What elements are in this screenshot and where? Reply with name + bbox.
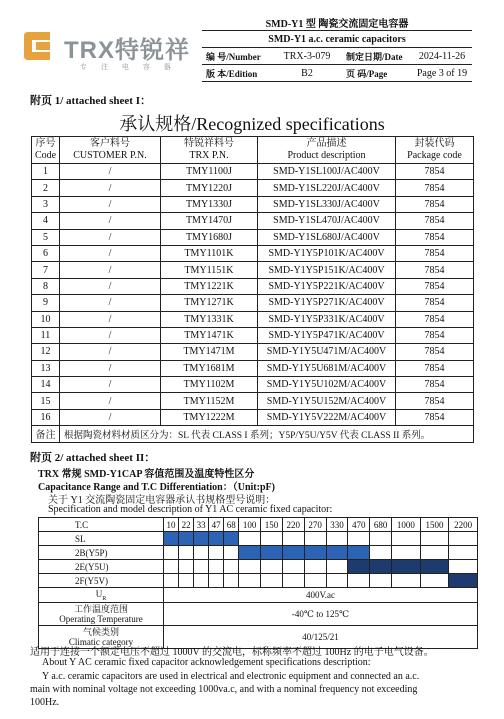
tc-range-cell-filled [304,546,326,560]
capacitance-value: 2200 [449,518,478,532]
tc-range-cell-filled [194,532,209,546]
header-number-row [202,48,472,65]
cell-customer-pn: / [60,377,161,393]
edition-value: B2 [272,65,342,82]
note-label: 备注 [32,426,60,442]
page-label: 页 码/Page [342,65,412,82]
tc-row [39,532,478,546]
tc-range-cell-empty [348,532,370,546]
tc-range-cell-filled [164,532,179,546]
tc-range-cell-empty [224,546,239,560]
capacitance-value: 150 [261,518,283,532]
cell-customer-pn: / [60,295,161,311]
tc-range-cell-empty [326,560,348,574]
cell-trx-pn: TMY1330J [161,196,258,212]
table-row [32,278,474,294]
cell-trx-pn: TMY1470J [161,213,258,229]
cell-trx-pn: TMY1152M [161,393,258,409]
logo-tagline: 专 注 电 容 器 [80,64,177,71]
header-title-row [202,31,472,48]
tc-range-cell-empty [370,546,392,560]
cell-package-code: 7854 [396,344,474,360]
col-header-package-code: 封装代码 Package code [396,137,474,164]
date-value: 2024-11-26 [412,48,472,65]
cell-product-description: SMD-Y1Y5P331K/AC400V [258,311,396,327]
cell-product-description: SMD-Y1Y5P221K/AC400V [258,278,396,294]
tc-range-cell-empty [392,546,421,560]
table-row [32,229,474,245]
cell-package-code: 7854 [396,213,474,229]
tc-range-cell-empty [420,532,449,546]
spec-description-en: Specification and model description of Y1 AC ceramic fixed capacitor: [48,504,333,515]
spec-description-cn: 关于 Y1 交流陶瓷固定电容器承认书规格型号说明： [48,495,276,506]
spec-note-row [32,426,474,442]
cell-package-code: 7854 [396,377,474,393]
tc-row [39,546,478,560]
capacitance-value: 220 [282,518,304,532]
tc-range-cell-empty [209,546,224,560]
cell-trx-pn: TMY1471M [161,344,258,360]
table-row [32,327,474,343]
table-row [32,409,474,425]
header-title-en: SMD-Y1 a.c. ceramic capacitors [202,31,472,48]
capacitance-header-row [39,518,478,532]
application-note-cn: 适用于连接一个额定电压不超过 1000V 的交流电，标称频率不超过 100Hz 的电子电气设备。 [30,647,434,658]
cell-customer-pn: / [60,327,161,343]
tc-range-cell-empty [261,532,283,546]
cell-code: 13 [32,360,60,376]
cell-trx-pn: TMY1101K [161,245,258,261]
cell-product-description: SMD-Y1Y5U152M/AC400V [258,393,396,409]
cell-package-code: 7854 [396,409,474,425]
tc-range-cell-empty [209,574,224,588]
tc-range-cell-empty [164,546,179,560]
document-header-table [202,14,472,82]
col-header-product-description: 产品描述 Product description [258,137,396,164]
capacitance-tc-body [39,518,478,588]
climatic-category-label: 气候类别 Climatic category [39,626,164,649]
cell-product-description: SMD-Y1Y5U102M/AC400V [258,377,396,393]
tc-range-cell-empty [194,546,209,560]
capacitance-value: 470 [348,518,370,532]
capacitance-value: 100 [239,518,261,532]
cell-customer-pn: / [60,164,161,180]
capacitance-value: 330 [326,518,348,532]
tc-range-cell-empty [304,532,326,546]
tc-range-cell-filled [420,560,449,574]
cell-code: 5 [32,229,60,245]
cell-package-code: 7854 [396,180,474,196]
capacitance-value: 270 [304,518,326,532]
tc-range-cell-empty [194,560,209,574]
recognized-spec-table [31,136,474,443]
cell-product-description: SMD-Y1SL330J/AC400V [258,196,396,212]
cell-code: 4 [32,213,60,229]
cell-trx-pn: TMY1331K [161,311,258,327]
application-note-en-line2: main with nominal voltage not exceeding 1000va.c, and with a nominal frequency not exceeding [30,684,418,695]
table-row [32,180,474,196]
number-value: TRX-3-079 [272,48,342,65]
cell-package-code: 7854 [396,327,474,343]
capacitance-value: 1500 [420,518,449,532]
cell-product-description: SMD-Y1Y5P271K/AC400V [258,295,396,311]
cell-package-code: 7854 [396,278,474,294]
tc-range-cell-filled [209,532,224,546]
rated-voltage-value: 400V.ac [164,588,478,603]
tc-range-cell-filled [224,532,239,546]
tc-range-cell-empty [370,574,392,588]
table-row [32,262,474,278]
table-row [32,311,474,327]
tc-range-cell-empty [304,560,326,574]
cell-code: 8 [32,278,60,294]
cell-code: 14 [32,377,60,393]
capacitance-value: 47 [209,518,224,532]
table-row [32,344,474,360]
number-label: 编 号/Number [202,48,272,65]
cell-trx-pn: TMY1271K [161,295,258,311]
tc-range-cell-empty [224,574,239,588]
cell-package-code: 7854 [396,164,474,180]
cell-customer-pn: / [60,409,161,425]
application-note-en-heading: About Y AC ceramic fixed capacitor acknowledgement specifications description: [42,657,371,668]
cell-customer-pn: / [60,278,161,294]
cell-customer-pn: / [60,196,161,212]
tc-range-cell-empty [282,560,304,574]
tc-range-cell-empty [224,560,239,574]
tc-range-cell-empty [179,546,194,560]
sheet1-title: 承认规格/Recognized specifications [119,114,385,134]
capacitance-value: 1000 [392,518,421,532]
table-row [32,164,474,180]
capacitance-tc-table [38,517,478,649]
cell-package-code: 7854 [396,196,474,212]
tc-range-cell-empty [370,532,392,546]
cell-product-description: SMD-Y1SL100J/AC400V [258,164,396,180]
tc-range-cell-empty [164,560,179,574]
tc-row [39,574,478,588]
logo-mark-icon [20,28,56,64]
cell-trx-pn: TMY1102M [161,377,258,393]
cell-customer-pn: / [60,360,161,376]
operating-temperature-row [39,603,478,626]
tc-range-cell-empty [392,532,421,546]
tc-row-label: 2B(Y5P) [39,546,164,560]
tc-range-cell-empty [239,532,261,546]
tc-range-cell-empty [304,574,326,588]
edition-label: 版 本/Edition [202,65,272,82]
tc-range-cell-empty [179,574,194,588]
capacitance-range-title-cn: TRX 常规 SMD-Y1CAP 容值范围及温度特性区分 [38,469,255,480]
cell-product-description: SMD-Y1SL220J/AC400V [258,180,396,196]
cell-code: 9 [32,295,60,311]
tc-label: T.C [39,518,164,532]
tc-range-cell-empty [239,574,261,588]
cell-customer-pn: / [60,213,161,229]
cell-code: 3 [32,196,60,212]
tc-range-cell-filled [261,546,283,560]
tc-range-cell-empty [261,560,283,574]
cell-customer-pn: / [60,229,161,245]
tc-range-cell-empty [326,574,348,588]
col-header-code: 序号 Code [32,137,60,164]
date-label: 制定日期/Date [342,48,412,65]
operating-temperature-label: 工作温度范围 Operating Temperature [39,603,164,626]
cell-product-description: SMD-Y1Y5P101K/AC400V [258,245,396,261]
cell-product-description: SMD-Y1SL680J/AC400V [258,229,396,245]
cell-product-description: SMD-Y1Y5V222M/AC400V [258,409,396,425]
tc-range-cell-empty [164,574,179,588]
table-row [32,245,474,261]
tc-range-cell-empty [194,574,209,588]
tc-range-cell-empty [282,532,304,546]
tc-range-cell-filled [370,560,392,574]
tc-range-cell-empty [420,546,449,560]
page-value: Page 3 of 19 [412,65,472,82]
tc-range-cell-empty [348,574,370,588]
header-title-cn: SMD-Y1 型 陶瓷交流固定电容器 [202,14,472,31]
rated-voltage-row [39,588,478,603]
cell-trx-pn: TMY1471K [161,327,258,343]
table-row [32,295,474,311]
cell-package-code: 7854 [396,311,474,327]
operating-temperature-value: -40℃ to 125℃ [164,603,478,626]
table-row [32,213,474,229]
tc-range-cell-empty [209,560,224,574]
capacitance-range-title-en: Capacitance Range and T.C Differentiation：（Unit:pF) [38,482,275,493]
cell-code: 12 [32,344,60,360]
tc-range-cell-filled [326,546,348,560]
cell-code: 16 [32,409,60,425]
tc-range-cell-filled [282,546,304,560]
cell-trx-pn: TMY1222M [161,409,258,425]
cell-code: 10 [32,311,60,327]
table-row [32,360,474,376]
tc-row-label: 2E(Y5U) [39,560,164,574]
cell-customer-pn: / [60,344,161,360]
cell-package-code: 7854 [396,229,474,245]
tc-range-cell-empty [239,560,261,574]
sheet2-heading: 附页 2/ attached sheet II： [30,452,156,464]
capacitance-value: 33 [194,518,209,532]
cell-trx-pn: TMY1221K [161,278,258,294]
cell-package-code: 7854 [396,245,474,261]
tc-range-cell-filled [239,546,261,560]
sheet1-heading: 附页 1/ attached sheet I： [30,95,151,107]
table-row [32,196,474,212]
spec-table-body [32,164,474,426]
capacitance-value: 68 [224,518,239,532]
tc-range-cell-empty [420,574,449,588]
climatic-category-value: 40/125/21 [164,626,478,649]
logo-brand-text: TRX特锐祥 [64,37,190,64]
capacitance-value: 680 [370,518,392,532]
cell-trx-pn: TMY1100J [161,164,258,180]
cell-product-description: SMD-Y1Y5U681M/AC400V [258,360,396,376]
header-title-row [202,14,472,31]
tc-range-cell-empty [179,560,194,574]
tc-range-cell-empty [449,546,478,560]
tc-range-cell-filled [179,532,194,546]
cell-package-code: 7854 [396,295,474,311]
cell-product-description: SMD-Y1SL470J/AC400V [258,213,396,229]
table-row [32,377,474,393]
cell-package-code: 7854 [396,393,474,409]
tc-range-cell-empty [282,574,304,588]
cell-code: 7 [32,262,60,278]
col-header-customer-pn: 客户料号 CUSTOMER P.N. [60,137,161,164]
cell-trx-pn: TMY1151K [161,262,258,278]
cell-trx-pn: TMY1681M [161,360,258,376]
tc-range-cell-empty [449,560,478,574]
tc-range-cell-empty [261,574,283,588]
spec-header-row [32,137,474,164]
tc-range-cell-filled [348,546,370,560]
tc-range-cell-filled [348,560,370,574]
cell-customer-pn: / [60,180,161,196]
tc-range-cell-filled [449,574,478,588]
cell-product-description: SMD-Y1Y5P471K/AC400V [258,327,396,343]
cell-code: 6 [32,245,60,261]
cell-customer-pn: / [60,393,161,409]
cell-product-description: SMD-Y1Y5P151K/AC400V [258,262,396,278]
table-row [32,393,474,409]
tc-range-cell-empty [326,532,348,546]
tc-row-label: SL [39,532,164,546]
cell-customer-pn: / [60,262,161,278]
cell-product-description: SMD-Y1Y5U471M/AC400V [258,344,396,360]
cell-code: 11 [32,327,60,343]
cell-trx-pn: TMY1220J [161,180,258,196]
col-header-trx-pn: 特锐祥料号 TRX P.N. [161,137,258,164]
tc-range-cell-empty [449,532,478,546]
cell-package-code: 7854 [396,360,474,376]
cell-package-code: 7854 [396,262,474,278]
note-text: 根据陶瓷材料材质区分为：SL 代表 CLASS I 系列；Y5P/Y5U/Y5V 代表 CLASS II 系列。 [60,426,474,442]
tc-range-cell-empty [392,574,421,588]
tc-row [39,560,478,574]
capacitance-value: 10 [164,518,179,532]
cell-customer-pn: / [60,311,161,327]
tc-row-label: 2F(Y5V) [39,574,164,588]
header-edition-row [202,65,472,82]
cell-code: 2 [32,180,60,196]
application-note-en-line3: 100Hz. [30,697,60,708]
tc-range-cell-filled [392,560,421,574]
company-logo [20,24,200,74]
cell-trx-pn: TMY1680J [161,229,258,245]
cell-customer-pn: / [60,245,161,261]
rated-voltage-label: $U_R$ [39,588,164,603]
capacitance-value: 22 [179,518,194,532]
cell-code: 15 [32,393,60,409]
application-note-en-line1: Y a.c. ceramic capacitors are used in electrical and electronic equipment and connected an a.c. [42,671,420,682]
cell-code: 1 [32,164,60,180]
